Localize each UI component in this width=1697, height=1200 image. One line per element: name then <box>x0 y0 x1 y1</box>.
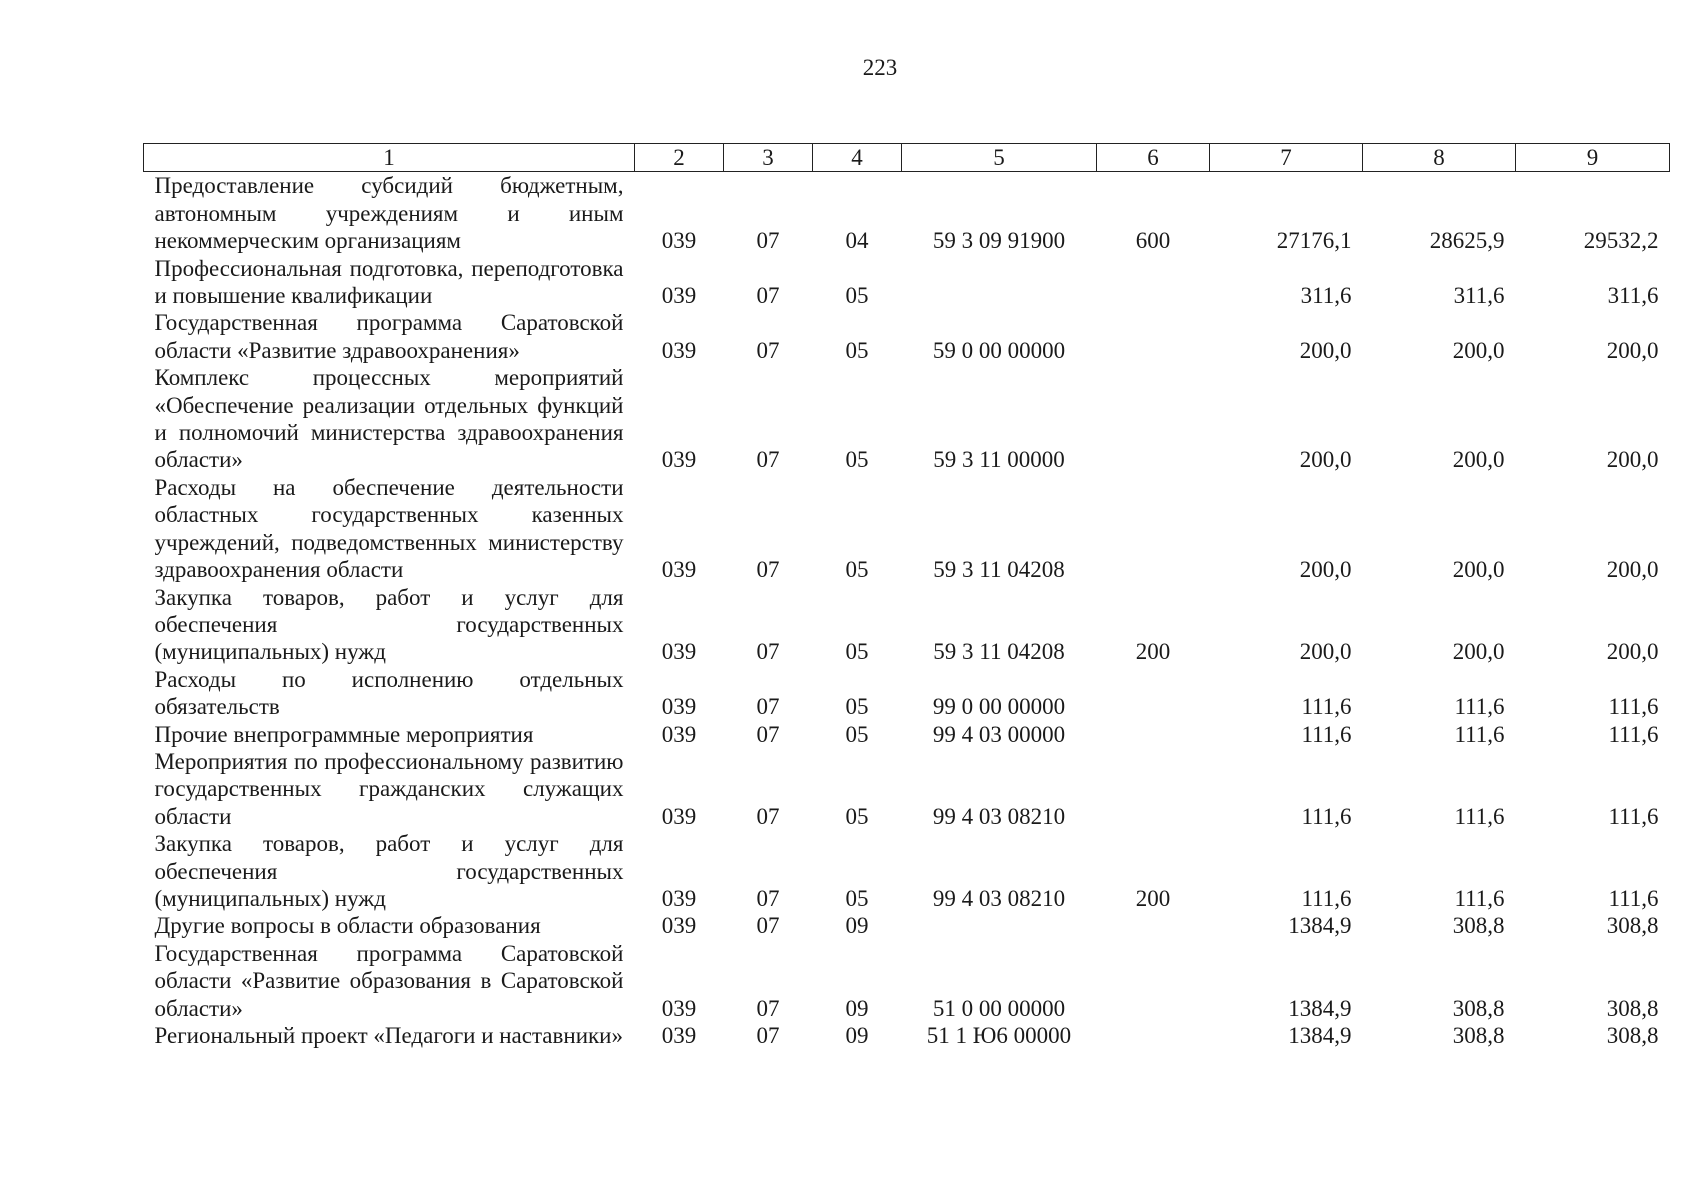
amount-col9-cell: 308,8 <box>1606 913 1659 939</box>
section-cell: 07 <box>756 639 780 665</box>
amount-col7-cell: 111,6 <box>1301 885 1352 911</box>
subsection-cell: 05 <box>845 694 869 720</box>
subsection-cell: 09 <box>845 913 869 939</box>
target-article-cell: 59 3 11 04208 <box>933 557 1065 583</box>
table-row <box>144 474 1670 584</box>
amount-col8-cell: 111,6 <box>1454 694 1505 720</box>
table-row <box>144 912 1670 939</box>
ministry-code-cell: 039 <box>661 995 697 1021</box>
header-cell: 7 <box>1210 144 1363 172</box>
subsection-cell: 09 <box>845 995 869 1021</box>
ministry-code-cell: 039 <box>661 228 697 254</box>
table-row <box>144 830 1670 912</box>
amount-col7-cell: 200,0 <box>1299 447 1352 473</box>
ministry-code-cell: 039 <box>661 639 697 665</box>
target-article-cell <box>902 912 1097 939</box>
amount-col7-cell: 1384,9 <box>1288 1023 1352 1048</box>
expense-type-cell <box>1097 748 1210 830</box>
table-row <box>144 309 1670 364</box>
expense-type-cell <box>1097 255 1210 310</box>
subsection-cell: 09 <box>845 1023 869 1048</box>
target-article-cell: 59 3 11 00000 <box>933 447 1065 473</box>
row-name-cell: Профессиональная подготовка, переподготовка и повышение квалификации <box>154 255 624 309</box>
row-name-cell: Другие вопросы в области образования <box>154 913 541 939</box>
ministry-code-cell: 039 <box>661 447 697 473</box>
page-number: 223 <box>862 55 898 80</box>
expense-type-cell <box>1097 474 1210 584</box>
expense-type-cell: 200 <box>1135 639 1171 665</box>
table-row <box>144 172 1670 255</box>
section-cell: 07 <box>756 694 780 720</box>
row-name-cell: Региональный проект «Педагоги и наставники» <box>154 1023 623 1048</box>
target-article-cell: 59 3 09 91900 <box>932 228 1066 254</box>
amount-col8-cell: 308,8 <box>1452 913 1505 939</box>
table-row <box>144 940 1670 1022</box>
amount-col9-cell: 200,0 <box>1606 337 1659 363</box>
amount-col8-cell: 311,6 <box>1453 283 1505 309</box>
subsection-cell: 05 <box>845 721 869 747</box>
amount-col9-cell: 29532,2 <box>1583 228 1659 254</box>
section-cell: 07 <box>756 447 780 473</box>
amount-col7-cell: 200,0 <box>1299 337 1352 363</box>
section-cell: 07 <box>756 337 780 363</box>
amount-col9-cell: 111,6 <box>1608 803 1659 829</box>
ministry-code-cell: 039 <box>661 885 697 911</box>
target-article-cell: 99 4 03 00000 <box>932 721 1066 747</box>
amount-col8-cell: 200,0 <box>1452 557 1505 583</box>
table-row <box>144 364 1670 474</box>
expense-type-cell <box>1097 940 1210 1022</box>
amount-col7-cell: 27176,1 <box>1276 228 1352 254</box>
expense-type-cell <box>1097 309 1210 364</box>
target-article-cell: 59 3 11 04208 <box>933 639 1065 665</box>
row-name-cell: Государственная программа Саратовской области «Развитие здравоохранения» <box>154 310 624 363</box>
budget-table <box>143 143 1670 1049</box>
table-row <box>144 255 1670 310</box>
section-cell: 07 <box>756 913 780 939</box>
header-cell: 1 <box>144 144 635 172</box>
expense-type-cell <box>1097 721 1210 748</box>
table-row <box>144 748 1670 830</box>
amount-col7-cell: 111,6 <box>1301 694 1352 720</box>
table-row <box>144 666 1670 721</box>
amount-col8-cell: 200,0 <box>1452 639 1505 665</box>
target-article-cell: 59 0 00 00000 <box>932 337 1066 363</box>
subsection-cell: 05 <box>845 557 869 583</box>
amount-col9-cell: 200,0 <box>1606 639 1659 665</box>
subsection-cell: 05 <box>845 803 869 829</box>
amount-col7-cell: 1384,9 <box>1288 913 1352 939</box>
subsection-cell: 05 <box>845 447 869 473</box>
ministry-code-cell: 039 <box>661 721 697 747</box>
section-cell: 07 <box>756 228 780 254</box>
section-cell: 07 <box>756 885 780 911</box>
section-cell: 07 <box>756 557 780 583</box>
subsection-cell: 05 <box>845 885 869 911</box>
table-row <box>144 721 1670 748</box>
subsection-cell: 05 <box>845 639 869 665</box>
header-cell: 2 <box>635 144 724 172</box>
table-row <box>144 1022 1670 1049</box>
target-article-cell <box>902 255 1097 310</box>
row-name-cell: Мероприятия по профессиональному развитию государственных гражданских служащих области <box>154 748 624 829</box>
amount-col9-cell: 111,6 <box>1608 885 1659 911</box>
amount-col8-cell: 111,6 <box>1454 803 1505 829</box>
subsection-cell: 05 <box>845 337 869 363</box>
amount-col9-cell: 200,0 <box>1606 557 1659 583</box>
amount-col8-cell: 200,0 <box>1452 337 1505 363</box>
amount-col7-cell: 200,0 <box>1299 557 1352 583</box>
expense-type-cell: 600 <box>1135 228 1171 254</box>
expense-type-cell <box>1097 1022 1210 1049</box>
amount-col9-cell: 308,8 <box>1606 995 1659 1021</box>
expense-type-cell <box>1097 666 1210 721</box>
amount-col9-cell: 111,6 <box>1608 721 1659 747</box>
header-cell: 9 <box>1516 144 1670 172</box>
table-row <box>144 584 1670 666</box>
subsection-cell: 04 <box>845 228 869 254</box>
section-cell: 07 <box>756 803 780 829</box>
row-name-cell: Прочие внепрограммные мероприятия <box>154 721 534 747</box>
row-name-cell: Закупка товаров, работ и услуг для обеспечения государственных (муниципальных) нужд <box>154 831 624 911</box>
ministry-code-cell: 039 <box>661 283 697 309</box>
header-cell: 3 <box>724 144 813 172</box>
row-name-cell: Комплекс процессных мероприятий «Обеспечение реализации отдельных функций и полномочий министерства здравоохранения области» <box>154 365 624 473</box>
ministry-code-cell: 039 <box>661 337 697 363</box>
row-name-cell: Расходы по исполнению отдельных обязательств <box>154 666 624 720</box>
expense-type-cell: 200 <box>1135 885 1171 911</box>
amount-col7-cell: 200,0 <box>1299 639 1352 665</box>
row-name-cell: Расходы на обеспечение деятельности областных государственных казенных учреждений, подведомственных министерству здравоохранения области <box>154 474 624 583</box>
header-row <box>144 144 1670 172</box>
section-cell: 07 <box>756 283 780 309</box>
target-article-cell: 51 0 00 00000 <box>932 995 1066 1021</box>
header-cell: 4 <box>813 144 902 172</box>
amount-col9-cell: 111,6 <box>1608 694 1659 720</box>
amount-col8-cell: 308,8 <box>1452 1023 1505 1048</box>
amount-col7-cell: 111,6 <box>1301 803 1352 829</box>
amount-col7-cell: 311,6 <box>1300 283 1352 309</box>
target-article-cell: 99 4 03 08210 <box>932 803 1066 829</box>
row-name-cell: Предоставление субсидий бюджетным, автономным учреждениям и иным некоммерческим организациям <box>154 173 624 254</box>
expense-type-cell <box>1097 912 1210 939</box>
amount-col8-cell: 111,6 <box>1454 885 1505 911</box>
amount-col8-cell: 28625,9 <box>1429 228 1505 254</box>
amount-col8-cell: 308,8 <box>1452 995 1505 1021</box>
amount-col8-cell: 111,6 <box>1454 721 1505 747</box>
amount-col9-cell: 311,6 <box>1607 283 1659 309</box>
header-cell: 5 <box>902 144 1097 172</box>
ministry-code-cell: 039 <box>661 557 697 583</box>
target-article-cell: 51 1 Ю6 00000 <box>926 1023 1072 1048</box>
ministry-code-cell: 039 <box>661 1023 697 1048</box>
row-name-cell: Государственная программа Саратовской области «Развитие образования в Саратовской области» <box>154 940 624 1021</box>
amount-col9-cell: 308,8 <box>1606 1023 1659 1048</box>
section-cell: 07 <box>756 721 780 747</box>
subsection-cell: 05 <box>845 283 869 309</box>
header-cell: 6 <box>1097 144 1210 172</box>
section-cell: 07 <box>756 1023 780 1048</box>
amount-col9-cell: 200,0 <box>1606 447 1659 473</box>
target-article-cell: 99 4 03 08210 <box>932 885 1066 911</box>
ministry-code-cell: 039 <box>661 694 697 720</box>
ministry-code-cell: 039 <box>661 803 697 829</box>
ministry-code-cell: 039 <box>661 913 697 939</box>
amount-col8-cell: 200,0 <box>1452 447 1505 473</box>
header-cell: 8 <box>1363 144 1516 172</box>
section-cell: 07 <box>756 995 780 1021</box>
expense-type-cell <box>1097 364 1210 474</box>
row-name-cell: Закупка товаров, работ и услуг для обеспечения государственных (муниципальных) нужд <box>154 584 624 665</box>
target-article-cell: 99 0 00 00000 <box>932 694 1066 720</box>
amount-col7-cell: 1384,9 <box>1288 995 1352 1021</box>
amount-col7-cell: 111,6 <box>1301 721 1352 747</box>
